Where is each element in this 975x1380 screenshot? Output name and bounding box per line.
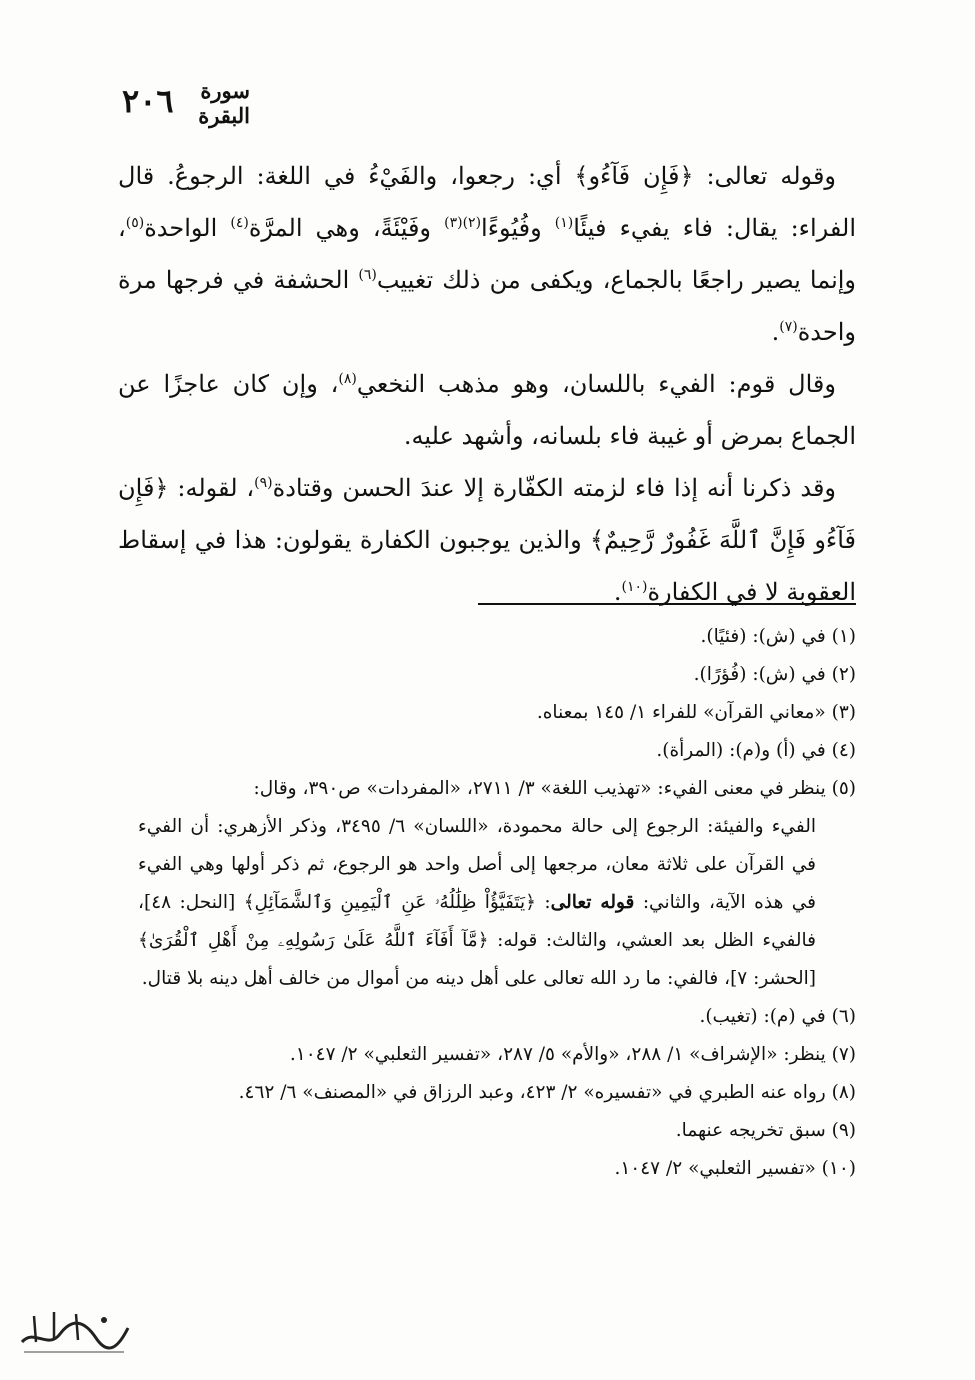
p1-part-d: الواحدة [144, 214, 231, 242]
footnotes [138, 618, 856, 1188]
footnote-4: (٤) في (أ) و(م): (المرأة). [656, 740, 856, 761]
footnote-ref-7[interactable]: (٧) [779, 319, 798, 335]
footnote-ref-3[interactable]: (٣) [444, 215, 463, 231]
footnote-1: (١) في (ش): (فئيًا). [700, 626, 856, 647]
page-number: ٢٠٦ [122, 82, 174, 120]
footnote-5-text-a: الفيء والفيئة: الرجوع إلى حالة محمودة، «اللسان» ٦/ ٣٤٩٥، وذكر الأزهري: أن الفيء في القرآن على ثلاثة معان، مرجعها إلى أصل واحد هو الرجوع، ثم ذكر أولها وهي الفيء في هذه الآية، والثاني: [138, 816, 817, 913]
watermark-logo [14, 1298, 134, 1360]
p3-part-c: . [613, 578, 622, 606]
paragraph-2 [118, 358, 856, 462]
footnote-ref-4[interactable]: (٤) [230, 215, 249, 231]
footnote-ref-9[interactable]: (٩) [254, 475, 273, 491]
p3-part-a: وقد ذكرنا أنه إذا فاء لزمته الكفّارة إلا عندَ الحسن وقتادة [272, 474, 837, 502]
p1-part-g: . [771, 318, 780, 346]
footnote-9: (٩) سبق تخريجه عنهما. [675, 1120, 856, 1141]
p2-part-b: ، وإن كان عاجزًا عن الجماع بمرض أو غيبة فاء بلسانه، وأشهد عليه. [118, 370, 856, 450]
footnote-2: (٢) في (ش): (فُؤرًا). [693, 664, 856, 685]
p1-part-a: وقوله تعالى: ﴿فَإِن فَآءُو﴾ أي: رجعوا، والفَيْءُ في اللغة: الرجوعُ. قال الفراء: يقال: فاء يفيء فيئًا [118, 162, 857, 242]
p1-part-c: وفَيْئَةً، وهي المرَّة [248, 214, 445, 242]
footnote-7: (٧) ينظر: «الإشراف» ١/ ٢٨٨، «والأم» ٥/ ٢٨٧، «تفسير الثعلبي» ٢/ ١٠٤٧. [289, 1044, 856, 1065]
footnote-ref-5[interactable]: (٥) [125, 215, 145, 231]
paragraph-3 [118, 462, 856, 618]
footnote-5-continuation [138, 808, 816, 998]
p3-part-b: ، لقوله: ﴿فَإِن فَآءُو فَإِنَّ ٱللَّهَ غَفُورٌ رَّحِيمٌ﴾ والذين يوجبون الكفارة يقولون: هذا في إسقاط العقوبة لا في الكفارة [118, 474, 857, 606]
footnote-ref-1[interactable]: (١) [554, 215, 574, 231]
footnote-5-text-b: : ﴿يَتَفَيَّؤُاْ ظِلَٰلُهُۥ عَنِ ٱلْيَمِينِ وَٱلشَّمَآئِلِ﴾ [النحل: ٤٨]، فالفيء الظل بعد العشي، والثالث: قوله: ﴿مَّآ أَفَآءَ ٱللَّهُ عَلَىٰ رَسُولِهِۦ مِنْ أَهْلِ ٱلْقُرَىٰ﴾ [الحشر: ٧]، فالفي: ما رد الله تعالى على أهل دينه من أموال من خالف أهل دينه بلا قتال. [138, 892, 816, 989]
footnote-5-bold: قوله تعالى [550, 892, 635, 913]
p1-part-b: وفُيُوءًا [481, 214, 555, 242]
footnote-ref-8[interactable]: (٨) [338, 371, 357, 387]
p1-part-e: ، وإنما يصير راجعًا بالجماع، ويكفى من ذلك تغييب [118, 214, 857, 294]
p2-part-a: وقال قوم: الفيء باللسان، وهو مذهب النخعي [356, 370, 836, 398]
footnote-3: (٣) «معاني القرآن» للفراء ١/ ١٤٥ بمعناه. [536, 702, 856, 723]
p1-part-f: الحشفة في فرجها مرة واحدة [118, 266, 856, 346]
footnote-ref-2[interactable]: (٢) [462, 215, 482, 231]
footnote-8: (٨) رواه عنه الطبري في «تفسيره» ٢/ ٤٢٣، وعبد الرزاق في «المصنف» ٦/ ٤٦٢. [238, 1082, 856, 1103]
footnote-6: (٦) في (م): (تغيب). [699, 1006, 856, 1027]
paragraph-1 [118, 150, 856, 358]
footnote-ref-6[interactable]: (٦) [358, 267, 377, 283]
surah-title: سورة البقرة [198, 78, 250, 128]
footnote-5: (٥) ينظر في معنى الفيء: «تهذيب اللغة» ٣/ ٢٧١١، «المفردات» ص٣٩٠، وقال: [253, 778, 856, 799]
footnote-10: (١٠) «تفسير الثعلبي» ٢/ ١٠٤٧. [614, 1158, 856, 1179]
main-text [118, 150, 856, 618]
footnote-ref-10[interactable]: (١٠) [621, 579, 648, 595]
footnote-divider [478, 603, 856, 605]
